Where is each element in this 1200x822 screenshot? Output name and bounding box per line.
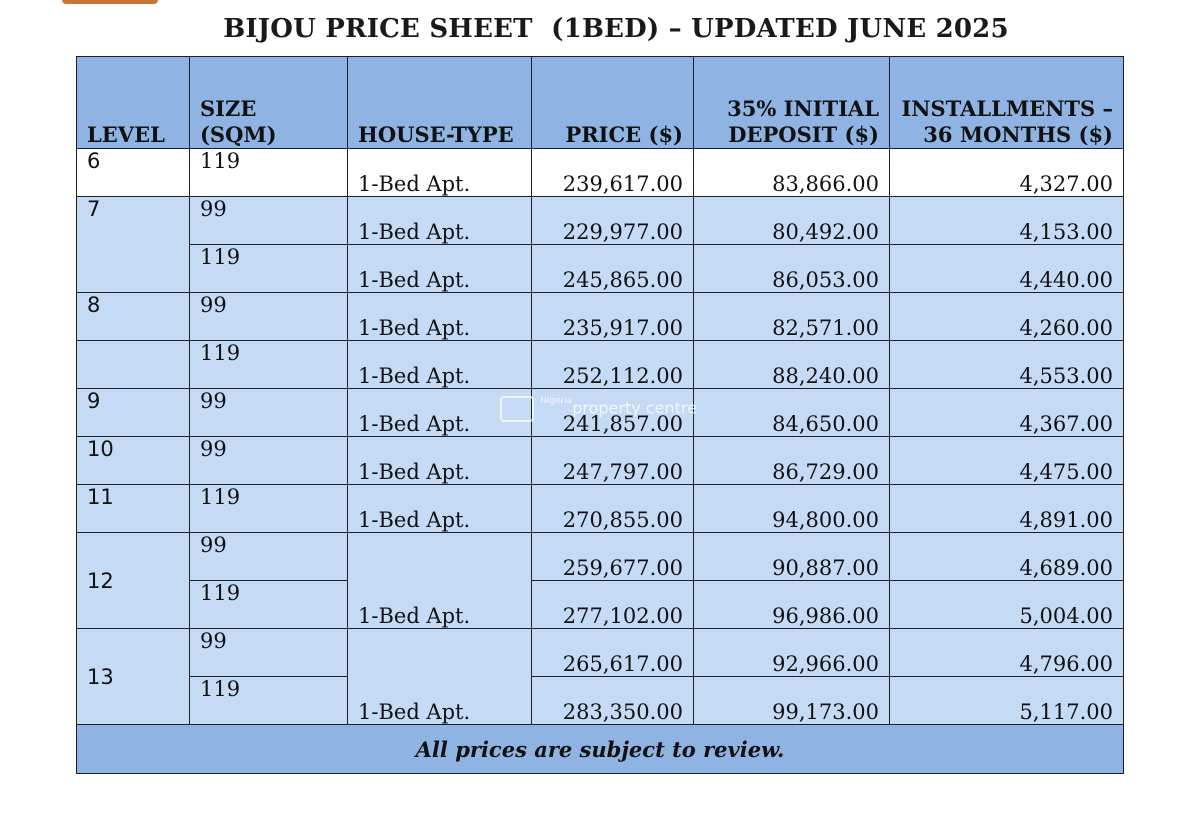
level-cell (77, 341, 190, 389)
header-deposit-line2: DEPOSIT ($) (728, 122, 879, 147)
installment-cell: 4,367.00 (890, 389, 1124, 437)
table-row (77, 581, 1124, 629)
price-cell: 252,112.00 (532, 341, 694, 389)
level-cell: 10 (77, 437, 190, 485)
price-cell: 245,865.00 (532, 245, 694, 293)
size-cell: 119 (190, 149, 348, 197)
house-type-cell: 1-Bed Apt. (348, 341, 532, 389)
price-table (76, 56, 1124, 774)
table-row (77, 437, 1124, 485)
table-row (77, 293, 1124, 341)
watermark-text: property centre (572, 398, 697, 418)
level-cell: 12 (77, 533, 190, 629)
deposit-cell: 84,650.00 (694, 389, 890, 437)
table-row (77, 245, 1124, 293)
house-type-cell: 1-Bed Apt. (348, 197, 532, 245)
installment-cell: 4,440.00 (890, 245, 1124, 293)
header-deposit (694, 57, 890, 149)
size-cell: 119 (190, 581, 348, 629)
house-type-cell: 1-Bed Apt. (348, 245, 532, 293)
size-cell: 119 (190, 341, 348, 389)
level-cell: 9 (77, 389, 190, 437)
level-cell: 8 (77, 293, 190, 341)
table-row (77, 677, 1124, 725)
watermark-small: Nigeria (540, 396, 573, 406)
house-type-cell: 1-Bed Apt. (348, 533, 532, 629)
header-price: PRICE ($) (532, 57, 694, 149)
deposit-cell: 96,986.00 (694, 581, 890, 629)
size-cell: 99 (190, 389, 348, 437)
installment-cell: 4,689.00 (890, 533, 1124, 581)
deposit-cell: 83,866.00 (694, 149, 890, 197)
size-cell: 99 (190, 533, 348, 581)
price-cell: 241,857.00 (532, 389, 694, 437)
price-cell: 235,917.00 (532, 293, 694, 341)
deposit-cell: 94,800.00 (694, 485, 890, 533)
header-installments-line1: INSTALLMENTS – (901, 96, 1113, 121)
house-type-cell: 1-Bed Apt. (348, 389, 532, 437)
level-cell: 11 (77, 485, 190, 533)
header-installments (890, 57, 1124, 149)
header-house-type: HOUSE-TYPE (348, 57, 532, 149)
installment-cell: 4,796.00 (890, 629, 1124, 677)
header-deposit-line1: 35% INITIAL (727, 96, 879, 121)
table-row (77, 149, 1124, 197)
deposit-cell: 86,053.00 (694, 245, 890, 293)
price-cell: 265,617.00 (532, 629, 694, 677)
installment-cell: 5,117.00 (890, 677, 1124, 725)
level-cell: 13 (77, 629, 190, 725)
price-cell: 259,677.00 (532, 533, 694, 581)
house-type-cell: 1-Bed Apt. (348, 149, 532, 197)
header-level: LEVEL (77, 57, 190, 149)
installment-cell: 4,153.00 (890, 197, 1124, 245)
size-cell: 99 (190, 629, 348, 677)
header-size: SIZE (SQM) (190, 57, 348, 149)
deposit-cell: 88,240.00 (694, 341, 890, 389)
table-row (77, 341, 1124, 389)
deposit-cell: 90,887.00 (694, 533, 890, 581)
price-cell: 229,977.00 (532, 197, 694, 245)
price-cell: 270,855.00 (532, 485, 694, 533)
table-row (77, 533, 1124, 581)
header-installments-line2: 36 MONTHS ($) (923, 122, 1113, 147)
house-type-cell: 1-Bed Apt. (348, 437, 532, 485)
deposit-cell: 92,966.00 (694, 629, 890, 677)
price-cell: 239,617.00 (532, 149, 694, 197)
table-row (77, 197, 1124, 245)
size-cell: 119 (190, 485, 348, 533)
installment-cell: 4,327.00 (890, 149, 1124, 197)
size-cell: 99 (190, 437, 348, 485)
page-title: BIJOU PRICE SHEET (1BED) – UPDATED JUNE 2025 (223, 14, 1009, 44)
table-row (77, 485, 1124, 533)
table-row (77, 629, 1124, 677)
installment-cell: 4,553.00 (890, 341, 1124, 389)
installment-cell: 5,004.00 (890, 581, 1124, 629)
deposit-cell: 82,571.00 (694, 293, 890, 341)
house-type-cell: 1-Bed Apt. (348, 293, 532, 341)
price-cell: 283,350.00 (532, 677, 694, 725)
house-type-cell: 1-Bed Apt. (348, 485, 532, 533)
footer-row (77, 725, 1124, 774)
header-row (77, 57, 1124, 149)
size-cell: 99 (190, 293, 348, 341)
installment-cell: 4,260.00 (890, 293, 1124, 341)
price-cell: 247,797.00 (532, 437, 694, 485)
footer-note: All prices are subject to review. (77, 725, 1124, 774)
level-cell: 7 (77, 197, 190, 293)
level-cell: 6 (77, 149, 190, 197)
deposit-cell: 80,492.00 (694, 197, 890, 245)
price-cell: 277,102.00 (532, 581, 694, 629)
installment-cell: 4,475.00 (890, 437, 1124, 485)
deposit-cell: 99,173.00 (694, 677, 890, 725)
top-decoration (62, 0, 158, 4)
installment-cell: 4,891.00 (890, 485, 1124, 533)
size-cell: 99 (190, 197, 348, 245)
deposit-cell: 86,729.00 (694, 437, 890, 485)
table-row (77, 389, 1124, 437)
size-cell: 119 (190, 245, 348, 293)
size-cell: 119 (190, 677, 348, 725)
house-type-cell: 1-Bed Apt. (348, 629, 532, 725)
